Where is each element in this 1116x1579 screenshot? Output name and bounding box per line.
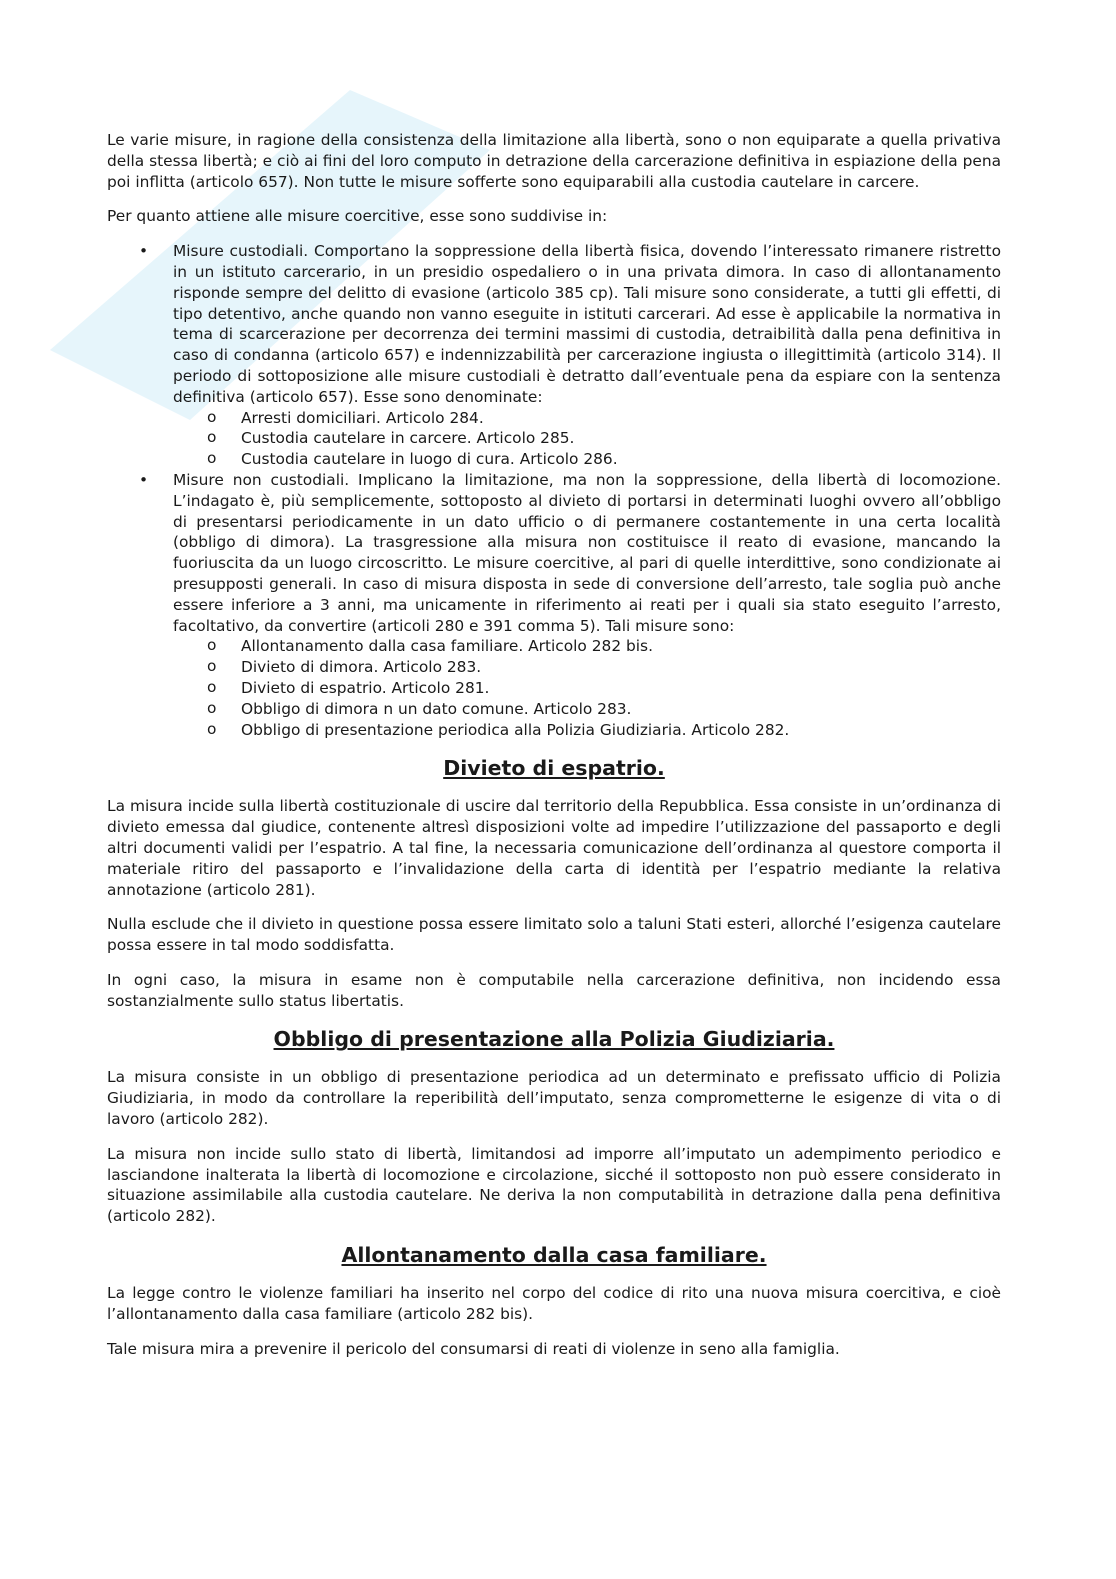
sub-item-text: Divieto di espatrio. Articolo 281. xyxy=(241,678,490,697)
section-heading-divieto-espatrio: Divieto di espatrio. xyxy=(443,756,665,781)
circle-bullet-icon: o xyxy=(207,428,217,447)
section-paragraph: In ogni caso, la misura in esame non è computabile nella carcerazione definitiva, non incidendo essa sostanzialmente sullo status libertatis. xyxy=(107,970,1001,1010)
sub-item xyxy=(173,720,1001,741)
bullet-item-non-custodial xyxy=(107,470,1001,740)
sub-item xyxy=(173,657,1001,678)
sub-item xyxy=(173,408,1001,429)
circle-bullet-icon: o xyxy=(207,636,217,655)
sub-item xyxy=(173,636,1001,657)
intro-paragraph: Per quanto attiene alle misure coercitive, esse sono suddivise in: xyxy=(107,207,608,226)
bullet-text: Misure custodiali. Comportano la soppressione della libertà fisica, dovendo l’interessato rimanere ristretto in un istituto carcerario, in un presidio ospedaliero o in una privata dimora. In caso di allontanamento risponde sempre del delitto di evasione (articolo 385 cp). Tali misure sono considerate, a tutti gli effetti, di tipo detentivo, anche quando non vanno eseguite in istituti carcerari. Ad esse è applicabile la normativa in tema di scarcerazione per decorrenza dei termini massimi di custodia, detraibilità dalla pena definitiva in caso di condanna (articolo 657) e indennizzabilità per carcerazione ingiusta o illegittimità (articolo 314). Il periodo di sottoposizione alle misure custodiali è detratto dall’eventuale pena da espiare con la sentenza definitiva (articolo 657). Esse sono denominate: xyxy=(173,242,1001,406)
circle-bullet-icon: o xyxy=(207,719,217,738)
sub-item-text: Custodia cautelare in luogo di cura. Articolo 286. xyxy=(241,450,618,469)
sub-item-text: Arresti domiciliari. Articolo 284. xyxy=(241,408,484,427)
coercive-measures-list xyxy=(107,241,1001,740)
sub-item xyxy=(173,428,1001,449)
section-paragraph: Nulla esclude che il divieto in questione possa essere limitato solo a taluni Stati esteri, allorché l’esigenza cautelare possa essere in tal modo soddisfatta. xyxy=(107,915,1001,955)
bullet-icon: • xyxy=(139,242,149,261)
bullet-icon: • xyxy=(139,470,149,489)
section-paragraph: La misura consiste in un obbligo di presentazione periodica ad un determinato e prefissato ufficio di Polizia Giudiziaria, in modo da controllare la reperibilità dell’imputato, senza comprometterne le esigenze di vita o di lavoro (articolo 282). xyxy=(107,1068,1001,1129)
sub-item-text: Allontanamento dalla casa familiare. Articolo 282 bis. xyxy=(241,637,653,656)
sub-item xyxy=(173,699,1001,720)
section-paragraph: Tale misura mira a prevenire il pericolo del consumarsi di reati di violenze in seno alla famiglia. xyxy=(107,1339,840,1358)
sub-item-text: Obbligo di dimora n un dato comune. Articolo 283. xyxy=(241,699,632,718)
sub-item-text: Custodia cautelare in carcere. Articolo 285. xyxy=(241,429,575,448)
document-page xyxy=(107,130,1001,1373)
section-paragraph: La misura non incide sullo stato di libertà, limitandosi ad imporre all’imputato un adempimento periodico e lasciandone inalterata la libertà di locomozione e circolazione, sicché il sottoposto non può essere considerato in situazione assimilabile alla custodia cautelare. Ne deriva la non computabilità in detrazione dalla pena definitiva (articolo 282). xyxy=(107,1144,1001,1226)
section-paragraph: La legge contro le violenze familiari ha inserito nel corpo del codice di rito una nuova misura coercitiva, e cioè l’allontanamento dalla casa familiare (articolo 282 bis). xyxy=(107,1284,1001,1323)
sub-list xyxy=(173,408,1001,470)
circle-bullet-icon: o xyxy=(207,657,217,676)
circle-bullet-icon: o xyxy=(207,449,217,468)
section-heading-obbligo-presentazione: Obbligo di presentazione alla Polizia Giudiziaria. xyxy=(273,1027,835,1052)
sub-item-text: Divieto di dimora. Articolo 283. xyxy=(241,658,482,677)
circle-bullet-icon: o xyxy=(207,677,217,696)
circle-bullet-icon: o xyxy=(207,407,217,426)
sub-item-text: Obbligo di presentazione periodica alla Polizia Giudiziaria. Articolo 282. xyxy=(241,720,790,739)
sub-item xyxy=(173,678,1001,699)
sub-item xyxy=(173,449,1001,470)
bullet-text: Misure non custodiali. Implicano la limitazione, ma non la soppressione, della libertà di locomozione. L’indagato è, più semplicemente, sottoposto al divieto di portarsi in determinati luoghi ovvero all’obbligo di presentarsi periodicamente in un dato ufficio o di permanere costantemente in una certa località (obbligo di dimora). La trasgressione alla misura non costituisce il reato di evasione, mancando la fuoriuscita da un luogo circoscritto. Le misure coercitive, al pari di quelle interdittive, sono condizionate ai presupposti generali. In caso di misura disposta in sede di conversione dell’arresto, tale soglia può anche essere inferiore a 3 anni, ma unicamente in riferimento ai reati per i quali sia stato eseguito l’arresto, facoltativo, da convertire (articoli 280 e 391 comma 5). Tali misure sono: xyxy=(173,470,1001,635)
section-paragraph: La misura incide sulla libertà costituzionale di uscire dal territorio della Repubblica. Essa consiste in un’ordinanza di divieto emessa dal giudice, contenente altresì disposizioni volte ad impedire l’utilizzazione del passaporto e degli altri documenti validi per l’espatrio. A tal fine, la necessaria comunicazione dell’ordinanza al questore comporta il materiale ritiro del passaporto e l’invalidazione della carta di identità per l’espatrio mediante la relativa annotazione (articolo 281). xyxy=(107,797,1001,899)
intro-paragraph: Le varie misure, in ragione della consistenza della limitazione alla libertà, sono o non equiparate a quella privativa della stessa libertà; e ciò ai fini del loro computo in detrazione della carcerazione definitiva in espiazione della pena poi inflitta (articolo 657). Non tutte le misure sofferte sono equiparabili alla custodia cautelare in carcere. xyxy=(107,131,1001,191)
circle-bullet-icon: o xyxy=(207,698,217,717)
bullet-item-custodial xyxy=(107,241,1001,470)
sub-list xyxy=(173,636,1001,740)
section-heading-allontanamento: Allontanamento dalla casa familiare. xyxy=(341,1243,767,1268)
